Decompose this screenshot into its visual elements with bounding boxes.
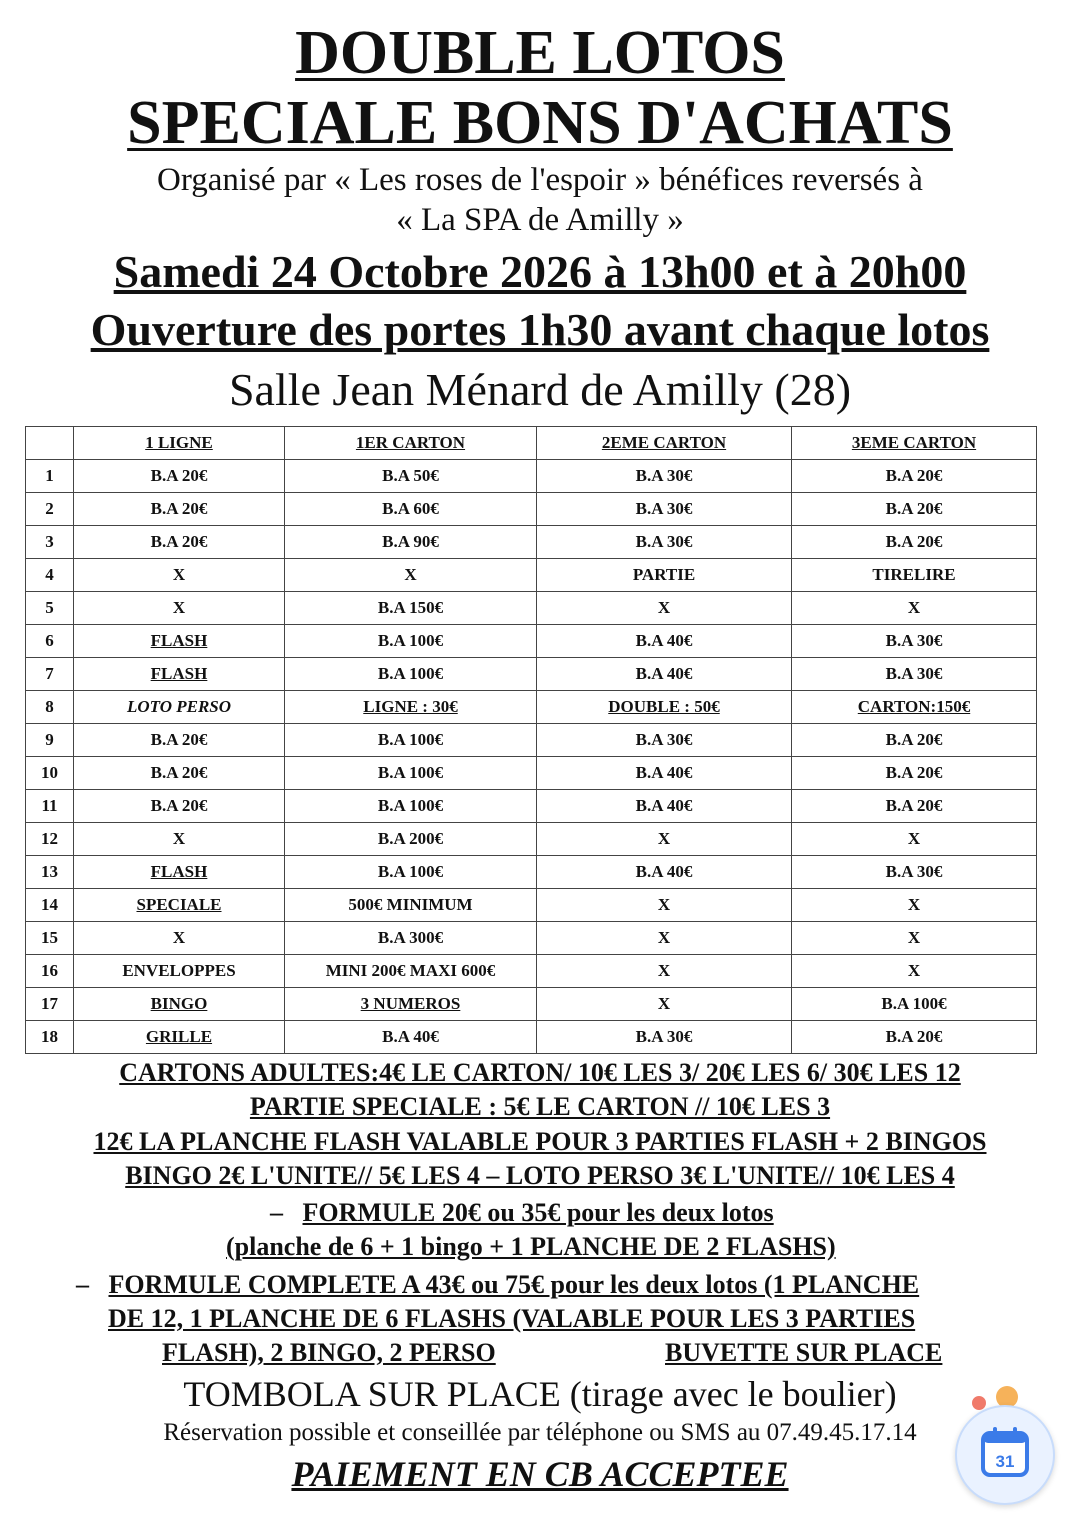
tombola: TOMBOLA SUR PLACE (tirage avec le boulier) — [183, 1374, 897, 1414]
table-row — [26, 922, 1037, 955]
row-number-cell: 9 — [26, 724, 74, 757]
header-2eme-carton: 2EME CARTON — [537, 427, 792, 460]
row-number-cell: 8 — [26, 691, 74, 724]
prize-cell: BINGO — [74, 988, 285, 1021]
organizer-line2: « La SPA de Amilly » — [396, 202, 684, 238]
prize-cell: PARTIE — [537, 559, 792, 592]
table-row — [26, 856, 1037, 889]
prize-cell: FLASH — [74, 625, 285, 658]
row-number-cell: 7 — [26, 658, 74, 691]
prize-cell: B.A 40€ — [537, 658, 792, 691]
header-number — [26, 427, 74, 460]
table-row — [26, 559, 1037, 592]
price-line-3: 12€ LA PLANCHE FLASH VALABLE POUR 3 PARTIES FLASH + 2 BINGOS — [93, 1127, 987, 1156]
reservation: Réservation possible et conseillée par téléphone ou SMS au 07.49.45.17.14 — [163, 1419, 917, 1446]
prize-cell: B.A 90€ — [285, 526, 537, 559]
row-number-cell: 16 — [26, 955, 74, 988]
prize-cell: B.A 20€ — [792, 460, 1037, 493]
prize-cell: DOUBLE : 50€ — [537, 691, 792, 724]
row-number-cell: 11 — [26, 790, 74, 823]
prize-cell: B.A 300€ — [285, 922, 537, 955]
prize-cell: MINI 200€ MAXI 600€ — [285, 955, 537, 988]
price-line-4: BINGO 2€ L'UNITE// 5€ LES 4 – LOTO PERSO 3€ L'UNITE// 10€ LES 4 — [125, 1161, 955, 1190]
row-number-cell: 12 — [26, 823, 74, 856]
table-row — [26, 1021, 1037, 1054]
prize-cell: B.A 40€ — [537, 757, 792, 790]
prize-cell: CARTON:150€ — [792, 691, 1037, 724]
header-3eme-carton: 3EME CARTON — [792, 427, 1037, 460]
prize-cell: B.A 100€ — [285, 724, 537, 757]
title-line1: DOUBLE LOTOS — [295, 19, 785, 87]
prize-cell: B.A 20€ — [74, 724, 285, 757]
formule-1-detail: (planche de 6 + 1 bingo + 1 PLANCHE DE 2 FLASHS) — [226, 1232, 836, 1261]
title-line2: SPECIALE BONS D'ACHATS — [127, 89, 953, 157]
prize-cell: B.A 100€ — [285, 790, 537, 823]
prize-cell: B.A 20€ — [792, 757, 1037, 790]
table-row — [26, 955, 1037, 988]
prize-table — [25, 426, 1037, 1054]
prize-cell: B.A 60€ — [285, 493, 537, 526]
prize-cell: X — [792, 592, 1037, 625]
row-number-cell: 13 — [26, 856, 74, 889]
row-number-cell: 1 — [26, 460, 74, 493]
table-row — [26, 625, 1037, 658]
prize-cell: X — [74, 559, 285, 592]
prize-cell: X — [792, 922, 1037, 955]
table-row — [26, 460, 1037, 493]
prize-cell: X — [792, 823, 1037, 856]
prize-cell: TIRELIRE — [792, 559, 1037, 592]
row-number-cell: 15 — [26, 922, 74, 955]
buvette — [665, 1336, 942, 1370]
prize-cell: B.A 100€ — [285, 625, 537, 658]
prize-cell: B.A 20€ — [792, 724, 1037, 757]
prize-cell: FLASH — [74, 658, 285, 691]
table-row — [26, 823, 1037, 856]
table-header-row — [26, 427, 1037, 460]
prize-cell: X — [537, 823, 792, 856]
organizer-line1: Organisé par « Les roses de l'espoir » bénéfices reversés à — [157, 162, 923, 198]
table-row — [26, 691, 1037, 724]
prize-cell: 500€ MINIMUM — [285, 889, 537, 922]
formule-2-text: FORMULE COMPLETE A 43€ ou 75€ pour les deux lotos (1 PLANCHE — [108, 1270, 920, 1299]
table-row — [26, 493, 1037, 526]
prize-cell: GRILLE — [74, 1021, 285, 1054]
prize-cell: X — [792, 955, 1037, 988]
buvette-text: BUVETTE SUR PLACE — [665, 1338, 943, 1367]
prize-cell: B.A 20€ — [74, 460, 285, 493]
prize-cell: B.A 20€ — [792, 493, 1037, 526]
prize-cell: B.A 30€ — [537, 493, 792, 526]
table-row — [26, 988, 1037, 1021]
table-row — [26, 724, 1037, 757]
prize-cell: B.A 30€ — [537, 526, 792, 559]
table-body — [26, 460, 1037, 1054]
row-number-cell: 4 — [26, 559, 74, 592]
row-number-cell: 14 — [26, 889, 74, 922]
venue: Salle Jean Ménard de Amilly (28) — [228, 364, 852, 415]
formule-1-text: FORMULE 20€ ou 35€ pour les deux lotos — [302, 1198, 774, 1227]
prize-cell: B.A 30€ — [537, 460, 792, 493]
prize-cell: B.A 100€ — [285, 856, 537, 889]
row-number-cell: 2 — [26, 493, 74, 526]
calendar-day: 31 — [995, 1452, 1015, 1471]
formule-2-text-3: FLASH), 2 BINGO, 2 PERSO — [162, 1338, 496, 1367]
header-1-ligne: 1 LIGNE — [74, 427, 285, 460]
formule-2-dash: – — [76, 1270, 89, 1299]
calendar-widget-button[interactable] — [955, 1405, 1055, 1505]
prize-cell: B.A 30€ — [792, 856, 1037, 889]
prize-cell: X — [74, 592, 285, 625]
row-number-cell: 5 — [26, 592, 74, 625]
prize-cell: X — [285, 559, 537, 592]
prize-cell: ENVELOPPES — [74, 955, 285, 988]
doors-opening: Ouverture des portes 1h30 avant chaque lotos — [90, 304, 990, 355]
prize-cell: B.A 40€ — [537, 790, 792, 823]
formule-1-line1 — [270, 1196, 774, 1230]
prize-cell: B.A 20€ — [74, 526, 285, 559]
payment: PAIEMENT EN CB ACCEPTEE — [291, 1454, 789, 1494]
calendar-icon — [957, 1407, 1053, 1503]
row-number-cell: 3 — [26, 526, 74, 559]
price-line-1: CARTONS ADULTES:4€ LE CARTON/ 10€ LES 3/ 20€ LES 6/ 30€ LES 12 — [119, 1058, 961, 1087]
formule-2-line2 — [108, 1302, 915, 1336]
prize-cell: X — [537, 592, 792, 625]
prize-cell: B.A 30€ — [537, 1021, 792, 1054]
event-date: Samedi 24 Octobre 2026 à 13h00 et à 20h00 — [113, 246, 967, 297]
prize-cell: B.A 100€ — [792, 988, 1037, 1021]
table-row — [26, 757, 1037, 790]
prize-cell: X — [537, 955, 792, 988]
prize-cell: LIGNE : 30€ — [285, 691, 537, 724]
prize-cell: B.A 100€ — [285, 658, 537, 691]
formule-1-dash: – — [270, 1198, 283, 1227]
prize-cell: B.A 40€ — [285, 1021, 537, 1054]
table-row — [26, 592, 1037, 625]
prize-cell: B.A 40€ — [537, 625, 792, 658]
prize-cell: B.A 20€ — [792, 526, 1037, 559]
prize-cell: SPECIALE — [74, 889, 285, 922]
prize-cell: B.A 20€ — [74, 493, 285, 526]
prize-cell: X — [537, 988, 792, 1021]
row-number-cell: 6 — [26, 625, 74, 658]
prize-cell: B.A 20€ — [792, 790, 1037, 823]
row-number-cell: 18 — [26, 1021, 74, 1054]
prize-cell: B.A 30€ — [792, 658, 1037, 691]
table-row — [26, 889, 1037, 922]
prize-cell: B.A 200€ — [285, 823, 537, 856]
prize-cell: X — [537, 922, 792, 955]
formule-1-line2 — [226, 1230, 836, 1264]
formule-2-line3 — [162, 1336, 496, 1370]
prize-cell: B.A 20€ — [792, 1021, 1037, 1054]
formule-2-line1 — [76, 1268, 919, 1302]
formule-2-text-2: DE 12, 1 PLANCHE DE 6 FLASHS (VALABLE POUR LES 3 PARTIES — [108, 1304, 916, 1333]
prize-cell: B.A 40€ — [537, 856, 792, 889]
prize-cell: X — [792, 889, 1037, 922]
prize-cell: X — [74, 922, 285, 955]
prize-cell: B.A 150€ — [285, 592, 537, 625]
prize-cell: B.A 30€ — [537, 724, 792, 757]
prize-cell: B.A 20€ — [74, 757, 285, 790]
price-line-2: PARTIE SPECIALE : 5€ LE CARTON // 10€ LES 3 — [249, 1092, 831, 1121]
row-number-cell: 17 — [26, 988, 74, 1021]
table-row — [26, 658, 1037, 691]
header-1er-carton: 1ER CARTON — [285, 427, 537, 460]
table-row — [26, 790, 1037, 823]
prize-cell: B.A 30€ — [792, 625, 1037, 658]
prize-cell: X — [537, 889, 792, 922]
prize-cell: B.A 20€ — [74, 790, 285, 823]
prize-cell: FLASH — [74, 856, 285, 889]
prize-cell: B.A 100€ — [285, 757, 537, 790]
prize-cell: B.A 50€ — [285, 460, 537, 493]
prize-cell: LOTO PERSO — [74, 691, 285, 724]
table-row — [26, 526, 1037, 559]
prize-cell: X — [74, 823, 285, 856]
row-number-cell: 10 — [26, 757, 74, 790]
prize-cell: 3 NUMEROS — [285, 988, 537, 1021]
